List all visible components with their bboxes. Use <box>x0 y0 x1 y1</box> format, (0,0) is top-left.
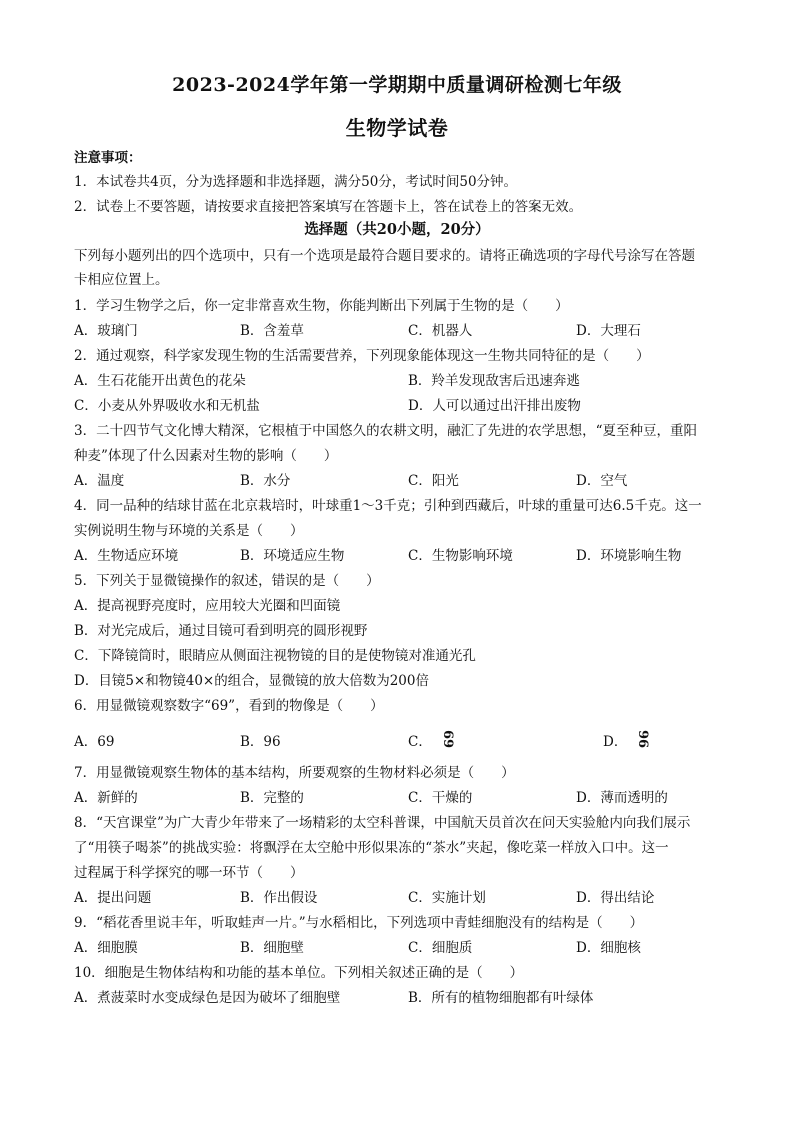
option-d: D．空气 <box>576 473 628 489</box>
question-stem: 2．通过观察，科学家发现生物的生活需要营养，下列现象能体现这一生物共同特征的是（ ） <box>74 348 650 364</box>
option-b: B．含羞草 <box>240 323 304 339</box>
option-c: C．机器人 <box>408 323 473 339</box>
option-b: B．细胞壁 <box>240 940 304 956</box>
question-stem: 种麦”体现了什么因素对生物的影响（ ） <box>74 448 338 464</box>
option-a: A．提出问题 <box>74 890 152 906</box>
note-item: 1．本试卷共4页，分为选择题和非选择题，满分50分，考试时间50分钟。 <box>74 174 518 190</box>
option-b: B．完整的 <box>240 790 304 806</box>
question-stem: 9．“稻花香里说丰年，听取蛙声一片。”与水稻相比，下列选项中青蛙细胞没有的结构是（ ） <box>74 915 644 931</box>
rotated-figure: 96 <box>635 729 651 749</box>
option-d-label: D． <box>603 734 628 750</box>
option-d: D．细胞核 <box>576 940 641 956</box>
option-c-label: C． <box>408 734 432 750</box>
option-a: A．细胞膜 <box>74 940 138 956</box>
option-c: C．干燥的 <box>408 790 473 806</box>
question-stem: 6．用显微镜观察数字“69”，看到的物像是（ ） <box>74 698 384 714</box>
section-intro: 卡相应位置上。 <box>74 272 169 288</box>
option-a: A．生石花能开出黄色的花朵 <box>74 373 246 389</box>
option-b: B．羚羊发现敌害后迅速奔逃 <box>408 373 580 389</box>
option-c: C．实施计划 <box>408 890 486 906</box>
section-heading: 选择题（共20小题，20分） <box>304 221 490 238</box>
question-stem: 5．下列关于显微镜操作的叙述，错误的是（ ） <box>74 573 380 589</box>
option-d: D．人可以通过出汗排出废物 <box>408 398 581 414</box>
rotated-figure: 69 <box>439 729 455 749</box>
option-c: C．下降镜筒时，眼睛应从侧面注视物镜的目的是使物镜对准通光孔 <box>74 648 476 664</box>
question-stem: 实例说明生物与环境的关系是（ ） <box>74 523 304 539</box>
option-a: A．玻璃门 <box>74 323 138 339</box>
option-a: A．新鲜的 <box>74 790 138 806</box>
option-b: B．对光完成后，通过目镜可看到明亮的圆形视野 <box>74 623 368 639</box>
notes-heading: 注意事项： <box>74 150 142 166</box>
option-a: A．煮菠菜时水变成绿色是因为破坏了细胞壁 <box>74 990 341 1006</box>
option-d: D．目镜5×和物镜40×的组合，显微镜的放大倍数为200倍 <box>74 673 429 689</box>
section-intro: 下列每小题列出的四个选项中，只有一个选项是最符合题目要求的。请将正确选项的字母代号涂写在答题 <box>74 248 695 264</box>
question-stem: 4．同一品种的结球甘蓝在北京栽培时，叶球重1～3千克；引种到西藏后，叶球的重量可达6.5千克。这一 <box>74 498 702 514</box>
option-a: A．温度 <box>74 473 125 489</box>
option-d: D．得出结论 <box>576 890 655 906</box>
question-stem: 7．用显微镜观察生物体的基本结构，所要观察的生物材料必须是（ ） <box>74 765 515 781</box>
option-c: C．细胞质 <box>408 940 473 956</box>
option-a: A．69 <box>74 734 115 750</box>
option-b: B．96 <box>240 734 281 750</box>
exam-subtitle: 生物学试卷 <box>345 116 449 140</box>
option-c: C．阳光 <box>408 473 459 489</box>
question-stem: 了“用筷子喝茶”的挑战实验：将飘浮在太空舱中形似果冻的“茶水”夹起，像吃菜一样放入口中。这一 <box>74 840 669 856</box>
question-stem: 3．二十四节气文化博大精深，它根植于中国悠久的农耕文明，融汇了先进的农学思想，“夏至种豆，重阳 <box>74 423 697 439</box>
question-stem: 1．学习生物学之后，你一定非常喜欢生物，你能判断出下列属于生物的是（ ） <box>74 298 569 314</box>
option-c: C．生物影响环境 <box>408 548 513 564</box>
option-d: D．大理石 <box>576 323 641 339</box>
option-b: B．环境适应生物 <box>240 548 345 564</box>
option-d: D．环境影响生物 <box>576 548 682 564</box>
option-b: B．所有的植物细胞都有叶绿体 <box>408 990 594 1006</box>
option-c <box>408 730 456 755</box>
note-item: 2．试卷上不要答题，请按要求直接把答案填写在答题卡上，答在试卷上的答案无效。 <box>74 199 583 215</box>
option-d: D．薄而透明的 <box>576 790 668 806</box>
option-a: A．提高视野亮度时，应用较大光圈和凹面镜 <box>74 598 341 614</box>
question-stem: 过程属于科学探究的哪一环节（ ） <box>74 865 304 881</box>
exam-title: 2023-2024学年第一学期期中质量调研检测七年级 <box>172 74 622 96</box>
option-b: B．作出假设 <box>240 890 318 906</box>
option-d <box>603 730 651 755</box>
option-c: C．小麦从外界吸收水和无机盐 <box>74 398 260 414</box>
option-b: B．水分 <box>240 473 291 489</box>
option-a: A．生物适应环境 <box>74 548 179 564</box>
question-stem: 8．“天宫课堂”为广大青少年带来了一场精彩的太空科普课，中国航天员首次在问天实验舱内向我们展示 <box>74 815 691 831</box>
question-stem: 10．细胞是生物体结构和功能的基本单位。下列相关叙述正确的是（ ） <box>74 965 524 981</box>
